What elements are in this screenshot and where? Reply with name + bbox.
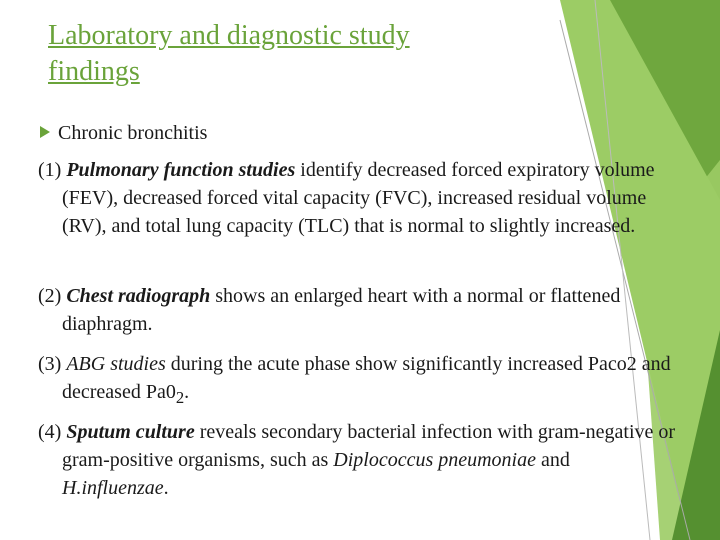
item-text: reveals secondary bacterial infection with gram-negative or gram-positive organisms, such as xyxy=(62,421,676,471)
finding-item-4 xyxy=(38,418,678,502)
item-conjunction: and xyxy=(541,449,570,471)
item-term: Sputum culture xyxy=(66,421,195,443)
finding-item-2 xyxy=(38,282,678,338)
bullet-heading-text: Chronic bronchitis xyxy=(58,122,208,144)
item-term: ABG studies xyxy=(66,353,166,375)
slide-title-line-2: findings xyxy=(48,56,140,87)
organism-name-2: H.influenzae xyxy=(62,477,164,499)
item-number: (3) xyxy=(38,353,62,375)
item-text: shows an enlarged heart with a normal or flattened diaphragm. xyxy=(62,285,621,335)
slide-title xyxy=(48,18,410,90)
item-term: Pulmonary function studies xyxy=(66,159,296,181)
slide-title-line-1: Laboratory and diagnostic study xyxy=(48,20,410,51)
item-text: during the acute phase show significantly increased Paco2 and decreased Pa0 xyxy=(62,353,671,403)
item-end: . xyxy=(163,477,169,499)
item-number: (4) xyxy=(38,421,62,443)
finding-item-3 xyxy=(38,350,678,412)
bullet-heading xyxy=(40,120,207,146)
item-text: identify decreased forced expiratory volume (FEV), decreased forced vital capacity (FVC), increased residual volume (RV), and total lung capacity (TLC) that is normal to slightly increased. xyxy=(62,159,655,237)
arrow-bullet-icon xyxy=(40,126,50,138)
organism-name-1: Diplococcus pneumoniae xyxy=(333,449,536,471)
item-number: (1) xyxy=(38,159,62,181)
finding-item-1 xyxy=(38,156,678,240)
item-subscript: 2 xyxy=(175,388,185,407)
item-end: . xyxy=(184,381,190,403)
item-number: (2) xyxy=(38,285,62,307)
item-term: Chest radiograph xyxy=(66,285,211,307)
